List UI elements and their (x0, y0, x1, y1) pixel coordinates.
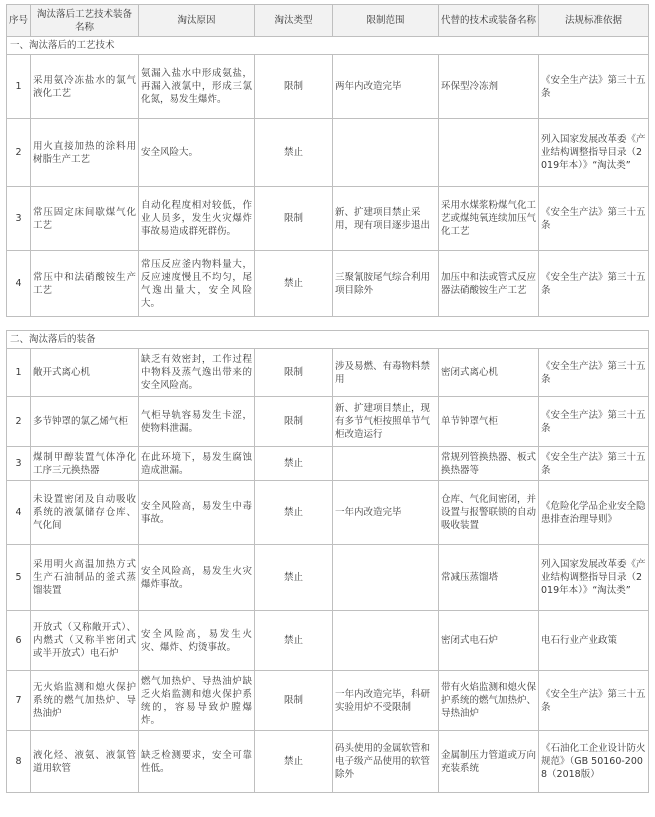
cell-alt (439, 119, 539, 187)
table-row (7, 397, 649, 447)
table-row (7, 349, 649, 397)
table-row (7, 731, 649, 793)
cell-scope (333, 119, 439, 187)
cell-name: 未设置密闭及自动吸收系统的液氯储存仓库、气化间 (31, 481, 139, 545)
cell-alt: 密闭式电石炉 (439, 611, 539, 671)
header-row (7, 5, 649, 37)
cell-no: 6 (7, 611, 31, 671)
cell-type: 限制 (255, 187, 333, 251)
header-basis: 法规标准依据 (539, 5, 649, 37)
section-title: 一、淘汰落后的工艺技术 (7, 37, 649, 55)
cell-reason: 在此环境下，易发生腐蚀造成泄漏。 (139, 447, 255, 481)
cell-scope: 一年内改造完毕，科研实验用炉不受限制 (333, 671, 439, 731)
cell-no: 4 (7, 481, 31, 545)
cell-reason: 缺乏检测要求，安全可靠性低。 (139, 731, 255, 793)
cell-name: 开放式（又称敞开式）、内燃式（又称半密闭式或半开放式）电石炉 (31, 611, 139, 671)
cell-name: 用火直接加热的涂料用树脂生产工艺 (31, 119, 139, 187)
cell-alt: 环保型冷冻剂 (439, 55, 539, 119)
cell-basis: 《安全生产法》第三十五条 (539, 447, 649, 481)
cell-alt: 加压中和法或管式反应器法硝酸铵生产工艺 (439, 251, 539, 317)
cell-basis: 《安全生产法》第三十五条 (539, 349, 649, 397)
cell-no: 8 (7, 731, 31, 793)
header-reason: 淘汰原因 (139, 5, 255, 37)
cell-alt: 常规列管换热器、板式换热器等 (439, 447, 539, 481)
cell-no: 1 (7, 55, 31, 119)
cell-type: 禁止 (255, 731, 333, 793)
cell-basis: 《安全生产法》第三十五条 (539, 187, 649, 251)
cell-alt: 密闭式离心机 (439, 349, 539, 397)
equipment-table (6, 330, 649, 793)
cell-basis: 《安全生产法》第三十五条 (539, 251, 649, 317)
cell-scope: 新、扩建项目禁止，现有多节气柜按照单节气柜改造运行 (333, 397, 439, 447)
header-no: 序号 (7, 5, 31, 37)
cell-name: 采用明火高温加热方式生产石油制品的釜式蒸馏装置 (31, 545, 139, 611)
cell-reason: 氨漏入盐水中形成氨盐，再漏入液氯中，形成三氯化氮，易发生爆炸。 (139, 55, 255, 119)
cell-basis: 《安全生产法》第三十五条 (539, 671, 649, 731)
cell-type: 禁止 (255, 611, 333, 671)
cell-type: 禁止 (255, 119, 333, 187)
cell-reason: 自动化程度相对较低，作业人员多，发生火灾爆炸事故易造成群死群伤。 (139, 187, 255, 251)
header-scope: 限制范围 (333, 5, 439, 37)
table-row (7, 671, 649, 731)
cell-no: 4 (7, 251, 31, 317)
cell-name: 无火焰监测和熄火保护系统的燃气加热炉、导热油炉 (31, 671, 139, 731)
cell-scope: 码头使用的金属软管和电子级产品使用的软管除外 (333, 731, 439, 793)
cell-type: 限制 (255, 397, 333, 447)
cell-scope (333, 545, 439, 611)
cell-scope: 涉及易燃、有毒物料禁用 (333, 349, 439, 397)
table-row (7, 251, 649, 317)
cell-basis: 《石油化工企业设计防火规范》（GB 50160-2008（2018版） (539, 731, 649, 793)
header-alt: 代替的技术或装备名称 (439, 5, 539, 37)
header-type: 淘汰类型 (255, 5, 333, 37)
cell-type: 禁止 (255, 447, 333, 481)
cell-name: 常压中和法硝酸铵生产工艺 (31, 251, 139, 317)
table-row (7, 611, 649, 671)
cell-basis: 《安全生产法》第三十五条 (539, 397, 649, 447)
cell-no: 5 (7, 545, 31, 611)
cell-no: 2 (7, 397, 31, 447)
section-title-row (7, 37, 649, 55)
cell-reason: 安全风险大。 (139, 119, 255, 187)
process-table (6, 4, 649, 317)
cell-name: 煤制甲醇装置气体净化工序三元换热器 (31, 447, 139, 481)
cell-scope: 三聚氰胺尾气综合利用项目除外 (333, 251, 439, 317)
cell-no: 3 (7, 187, 31, 251)
cell-scope (333, 611, 439, 671)
cell-type: 禁止 (255, 545, 333, 611)
cell-name: 多节钟罩的氯乙烯气柜 (31, 397, 139, 447)
cell-alt: 采用水煤浆粉煤气化工艺或煤纯氧连续加压气化工艺 (439, 187, 539, 251)
table-row (7, 119, 649, 187)
table-row (7, 187, 649, 251)
cell-reason: 安全风险高，易发生火灾爆炸事故。 (139, 545, 255, 611)
cell-scope (333, 447, 439, 481)
cell-reason: 燃气加热炉、导热油炉缺乏火焰监测和熄火保护系统的，容易导致炉膛爆炸。 (139, 671, 255, 731)
section-title-row (7, 331, 649, 349)
cell-reason: 安全风险高，易发生中毒事故。 (139, 481, 255, 545)
cell-type: 限制 (255, 55, 333, 119)
cell-scope: 一年内改造完毕 (333, 481, 439, 545)
cell-no: 3 (7, 447, 31, 481)
cell-reason: 气柜导轨容易发生卡涩，使物料泄漏。 (139, 397, 255, 447)
cell-name: 采用氨冷冻盐水的氯气液化工艺 (31, 55, 139, 119)
cell-type: 禁止 (255, 251, 333, 317)
cell-alt: 常减压蒸馏塔 (439, 545, 539, 611)
table-row (7, 55, 649, 119)
cell-name: 常压固定床间歇煤气化工艺 (31, 187, 139, 251)
cell-basis: 《危险化学品企业安全隐患排查治理导则》 (539, 481, 649, 545)
cell-basis: 列入国家发展改革委《产业结构调整指导目录（2019年本）》“淘汰类” (539, 119, 649, 187)
cell-scope: 两年内改造完毕 (333, 55, 439, 119)
cell-basis: 列入国家发展改革委《产业结构调整指导目录（2019年本）》“淘汰类” (539, 545, 649, 611)
cell-name: 液化烃、液氨、液氯管道用软管 (31, 731, 139, 793)
cell-scope: 新、扩建项目禁止采用，现有项目逐步退出 (333, 187, 439, 251)
cell-type: 限制 (255, 349, 333, 397)
cell-no: 1 (7, 349, 31, 397)
cell-reason: 常压反应釜内物料量大，反应速度慢且不均匀，尾气逸出量大，安全风险大。 (139, 251, 255, 317)
cell-basis: 电石行业产业政策 (539, 611, 649, 671)
table-row (7, 545, 649, 611)
cell-no: 7 (7, 671, 31, 731)
cell-alt: 金属制压力管道或万向充装系统 (439, 731, 539, 793)
cell-alt: 仓库、气化间密闭，并设置与报警联锁的自动吸收装置 (439, 481, 539, 545)
table-row (7, 447, 649, 481)
header-name: 淘汰落后工艺技术装备名称 (31, 5, 139, 37)
cell-reason: 安全风险高，易发生火灾、爆炸、灼烫事故。 (139, 611, 255, 671)
cell-alt: 带有火焰监测和熄火保护系统的燃气加热炉、导热油炉 (439, 671, 539, 731)
cell-basis: 《安全生产法》第三十五条 (539, 55, 649, 119)
section-title: 二、淘汰落后的装备 (7, 331, 649, 349)
table-row (7, 481, 649, 545)
cell-type: 禁止 (255, 481, 333, 545)
cell-name: 敞开式离心机 (31, 349, 139, 397)
cell-no: 2 (7, 119, 31, 187)
cell-alt: 单节钟罩气柜 (439, 397, 539, 447)
cell-type: 限制 (255, 671, 333, 731)
cell-reason: 缺乏有效密封，工作过程中物料及蒸气逸出带来的安全风险高。 (139, 349, 255, 397)
